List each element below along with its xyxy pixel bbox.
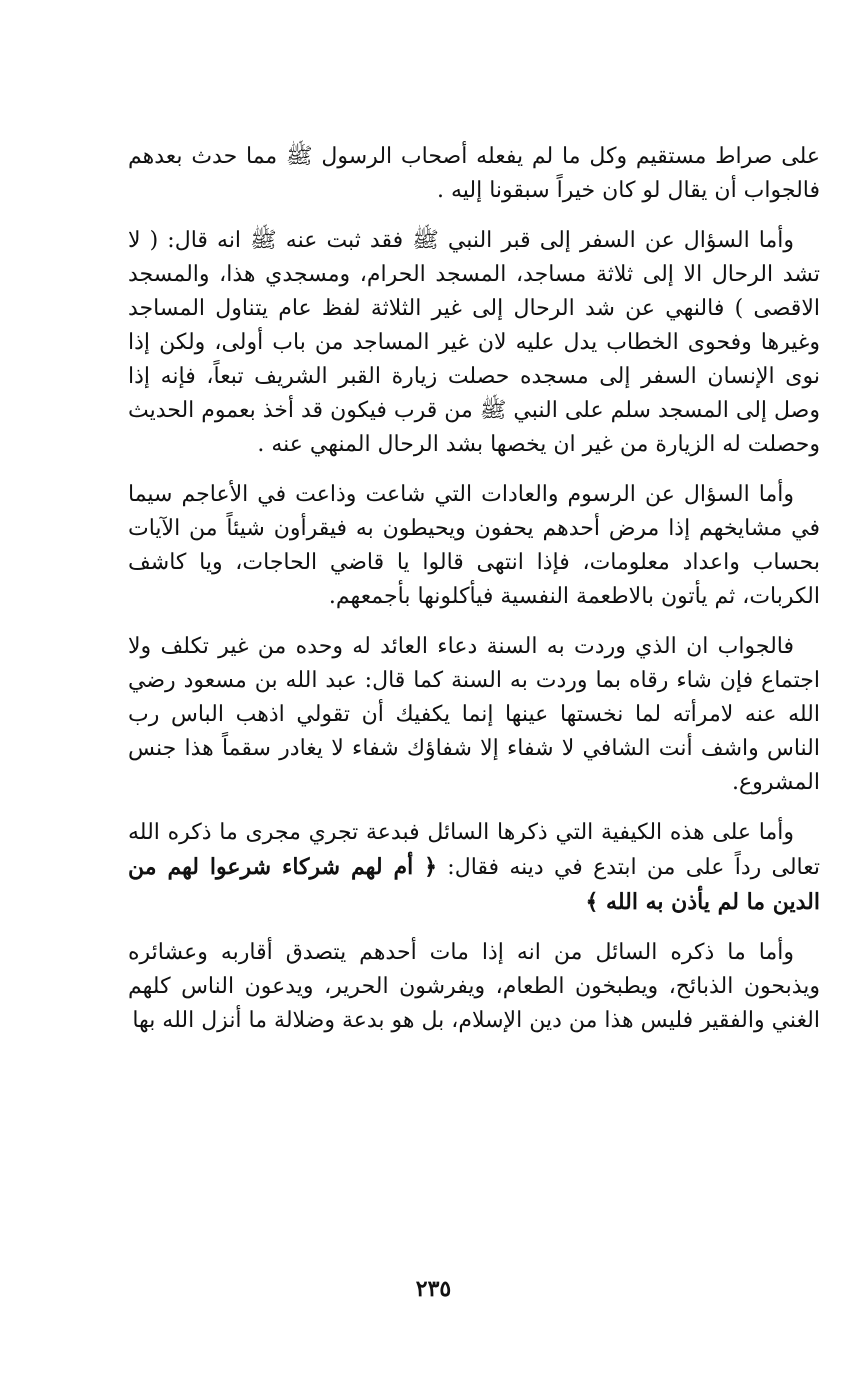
paragraph-3-text: وأما السؤال عن الرسوم والعادات التي شاعت وذاعت في الأعاجم سيما في مشايخهم إذا مرض أحدهم يحفون ويحيطون به فيقرأون شيئاً من الآيات بحساب واعداد معلومات، فإذا انتهى قالوا يا قاضي الحاجات، ويا كاشف الكربات، ثم يأتون بالاطعمة النفسية فيأكلونها بأجمعهم. <box>128 482 820 609</box>
paragraph-2-text: وأما السؤال عن السفر إلى قبر النبي ﷺ فقد ثبت عنه ﷺ انه قال: ( لا تشد الرحال الا إلى ثلاثة مساجد، المسجد الحرام، ومسجدي هذا، والمسجد الاقصى ) فالنهي عن شد الرحال إلى غير الثلاثة لفظ عام يتناول المساجد وغيرها وفحوى الخطاب يدل عليه لان غير المساجد من باب أولى، ولكن إذا نوى الإنسان السفر إلى مسجده حصلت زيارة القبر الشريف تبعاً، فإنه إذا وصل إلى المسجد سلم على النبي ﷺ من قرب فيكون قد أخذ بعموم الحديث وحصلت له الزيارة من غير ان يخصها بشد الرحال المنهي عنه . <box>128 228 820 457</box>
paragraph-4-text: فالجواب ان الذي وردت به السنة دعاء العائد له وحده من غير تكلف ولا اجتماع فإن شاء رقاه بما وردت به السنة كما قال: عبد الله بن مسعود رضي الله عنه لامرأته لما نخستها عينها إنما يكفيك أن تقولي اذهب الباس رب الناس واشف أنت الشافي لا شفاء إلا شفاؤك شفاء لا يغادر سقماً هذا جنس المشروع. <box>128 634 820 795</box>
page-number: ٢٣٥ <box>415 1276 452 1302</box>
paragraph-5 <box>128 816 820 920</box>
paragraph-1 <box>128 140 820 208</box>
quran-verse-quote: ﴿ أم لهم شركاء شرعوا لهم من الدين ما لم يأذن به الله ﴾ <box>128 854 820 915</box>
paragraph-2 <box>128 224 820 462</box>
paragraph-3 <box>128 478 820 614</box>
paragraph-4 <box>128 630 820 800</box>
body-text <box>128 140 820 1054</box>
paragraph-6-text: وأما ما ذكره السائل من انه إذا مات أحدهم يتصدق أقاربه وعشائره ويذبحون الذبائح، ويطبخون الطعام، ويفرشون الحرير، ويدعون الناس كلهم الغني والفقير فليس هذا من دين الإسلام، بل هو بدعة وضلالة ما أنزل الله بها <box>128 940 820 1033</box>
paragraph-5-text: وأما على هذه الكيفية التي ذكرها السائل فبدعة تجري مجرى ما ذكره الله تعالى رداً على من ابتدع في دينه فقال: <box>128 820 820 880</box>
paragraph-1-text: على صراط مستقيم وكل ما لم يفعله أصحاب الرسول ﷺ مما حدث بعدهم فالجواب أن يقال لو كان خيراً سبقونا إليه . <box>128 144 820 203</box>
paragraph-6 <box>128 936 820 1038</box>
